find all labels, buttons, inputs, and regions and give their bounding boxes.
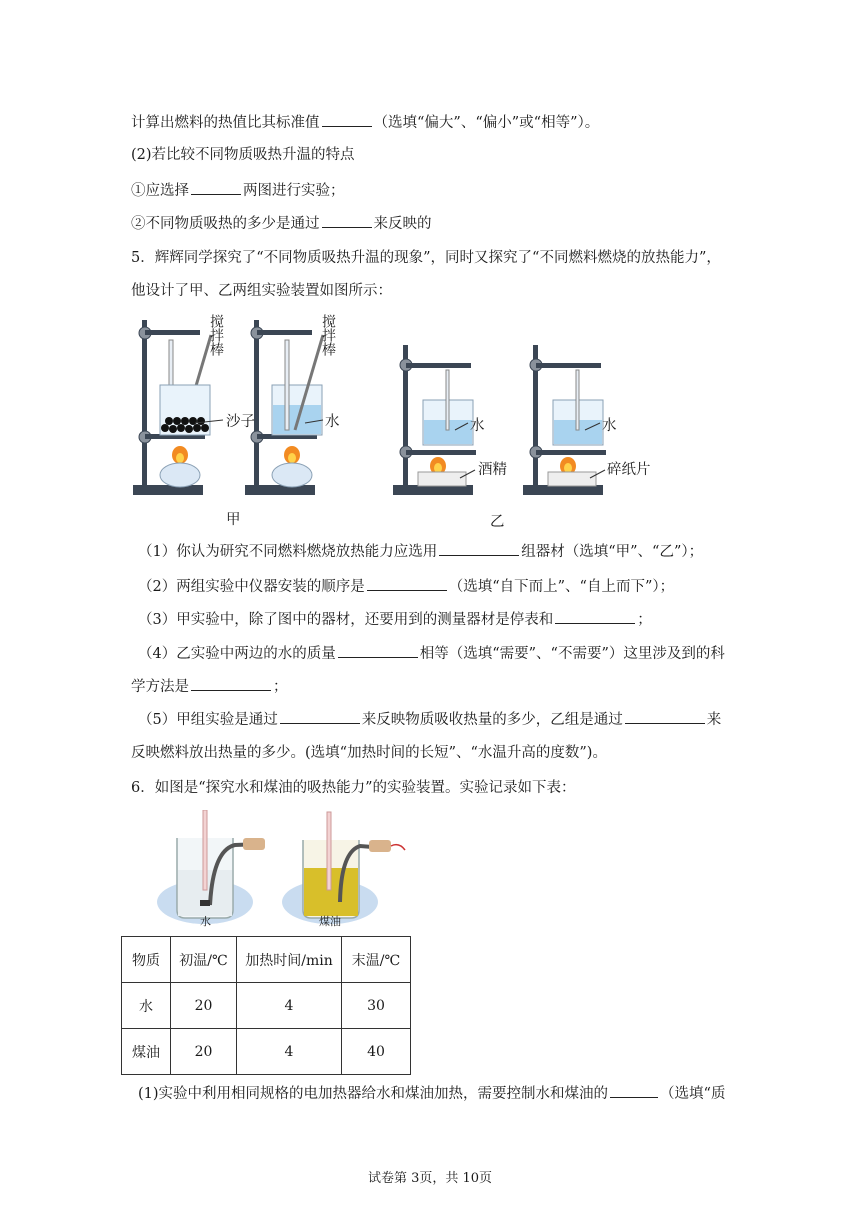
table-cell: 30 xyxy=(342,983,411,1029)
question-5-stem: 他设计了甲、乙两组实验装置如图所示： xyxy=(131,283,392,299)
answer-blank[interactable] xyxy=(439,541,519,556)
answer-blank[interactable] xyxy=(555,609,635,624)
label-water: 水 xyxy=(470,418,485,434)
answer-blank[interactable] xyxy=(625,709,705,724)
table-cell: 水 xyxy=(122,983,171,1029)
text: 来 xyxy=(706,712,722,728)
label-stirring-rod: 搅拌棒 xyxy=(320,314,336,356)
text-line xyxy=(131,180,345,201)
text: （选填“偏大”、“偏小”或“相等”）。 xyxy=(373,115,600,131)
text: 组器材（选填“甲”、“乙”）； xyxy=(521,544,704,560)
label-sand: 沙子 xyxy=(226,414,255,430)
text: 学方法是 xyxy=(131,679,189,695)
text: （3）甲实验中，除了图中的器材，还要用到的测量器材是停表和 xyxy=(138,612,554,628)
table-row xyxy=(122,1029,411,1075)
label-water: 水 xyxy=(325,414,340,430)
table-cell: 40 xyxy=(342,1029,411,1075)
text: ②不同物质吸热的多少是通过 xyxy=(131,216,320,232)
text: （选填“自下而上”、“自上而下”）； xyxy=(448,579,675,595)
table-cell: 20 xyxy=(171,1029,237,1075)
text: （1）你认为研究不同燃料燃烧放热能力应选用 xyxy=(138,544,438,560)
text: （5）甲组实验是通过 xyxy=(138,712,278,728)
table-header-cell: 末温/℃ xyxy=(342,937,411,983)
stand-alcohol xyxy=(393,345,476,495)
answer-blank[interactable] xyxy=(191,180,241,195)
beaker-kerosene xyxy=(303,812,405,918)
table-header-cell: 物质 xyxy=(122,937,171,983)
subquestion xyxy=(138,1083,725,1104)
text: (1)实验中利用相同规格的电加热器给水和煤油加热，需要控制水和煤油的 xyxy=(138,1086,609,1102)
table-row xyxy=(122,983,411,1029)
subquestion xyxy=(138,709,721,730)
data-table xyxy=(121,936,411,1075)
label-paper-scraps: 碎纸片 xyxy=(607,462,651,478)
subquestion xyxy=(138,643,725,664)
text: （4）乙实验中两边的水的质量 xyxy=(138,646,336,662)
answer-blank[interactable] xyxy=(191,676,271,691)
answer-blank[interactable] xyxy=(367,576,447,591)
table-cell: 4 xyxy=(237,983,342,1029)
answer-blank[interactable] xyxy=(322,112,372,127)
beakers-figure xyxy=(155,810,415,930)
question-6-stem: 6．如图是“探究水和煤油的吸热能力”的实验装置。实验记录如下表： xyxy=(131,780,576,796)
text: ①应选择 xyxy=(131,183,189,199)
text: 相等（选填“需要”、“不需要”）这里涉及到的科 xyxy=(419,646,725,662)
stand-sand xyxy=(133,320,211,495)
text: ； xyxy=(637,612,652,628)
label-kerosene: 煤油 xyxy=(319,915,341,928)
stand-water-a xyxy=(245,320,323,495)
text-line xyxy=(131,213,432,234)
apparatus-figure xyxy=(125,310,665,530)
table-header-row xyxy=(122,937,411,983)
table-cell: 20 xyxy=(171,983,237,1029)
table-header-cell: 加热时间/min xyxy=(237,937,342,983)
subquestion xyxy=(138,576,674,597)
text: （2）两组实验中仪器安装的顺序是 xyxy=(138,579,365,595)
subquestion-cont xyxy=(131,676,288,697)
label-stirring-rod: 搅拌棒 xyxy=(208,314,224,356)
label-water: 水 xyxy=(602,418,617,434)
label-water: 水 xyxy=(200,915,211,928)
label-alcohol: 酒精 xyxy=(478,462,507,478)
table-cell: 煤油 xyxy=(122,1029,171,1075)
subquestion xyxy=(138,609,652,630)
stand-paper xyxy=(523,345,606,495)
text: 两图进行实验； xyxy=(243,183,345,199)
text: （选填“质 xyxy=(660,1086,726,1102)
table-header-cell: 初温/℃ xyxy=(171,937,237,983)
page-footer: 试卷第 3页，共 10页 xyxy=(367,1171,493,1186)
label-group-a: 甲 xyxy=(226,512,241,528)
answer-blank[interactable] xyxy=(280,709,360,724)
text: 来反映的 xyxy=(373,216,432,232)
label-group-b: 乙 xyxy=(490,514,505,530)
subquestion-cont: 反映燃料放出热量的多少。(选填“加热时间的长短”、“水温升高的度数”)。 xyxy=(131,745,607,761)
answer-blank[interactable] xyxy=(322,213,372,228)
subquestion xyxy=(138,541,703,562)
table-cell: 4 xyxy=(237,1029,342,1075)
answer-blank[interactable] xyxy=(610,1083,658,1098)
text: ； xyxy=(273,679,288,695)
text: 来反映物质吸收热量的多少，乙组是通过 xyxy=(361,712,623,728)
text-line: (2)若比较不同物质吸热升温的特点 xyxy=(131,147,355,163)
question-5-stem: 5．辉辉同学探究了“不同物质吸热升温的现象”，同时又探究了“不同燃料燃烧的放热能力”， xyxy=(131,250,721,266)
answer-blank[interactable] xyxy=(338,643,418,658)
text-line xyxy=(131,112,599,133)
text: 计算出燃料的热值比其标准值 xyxy=(131,115,320,131)
